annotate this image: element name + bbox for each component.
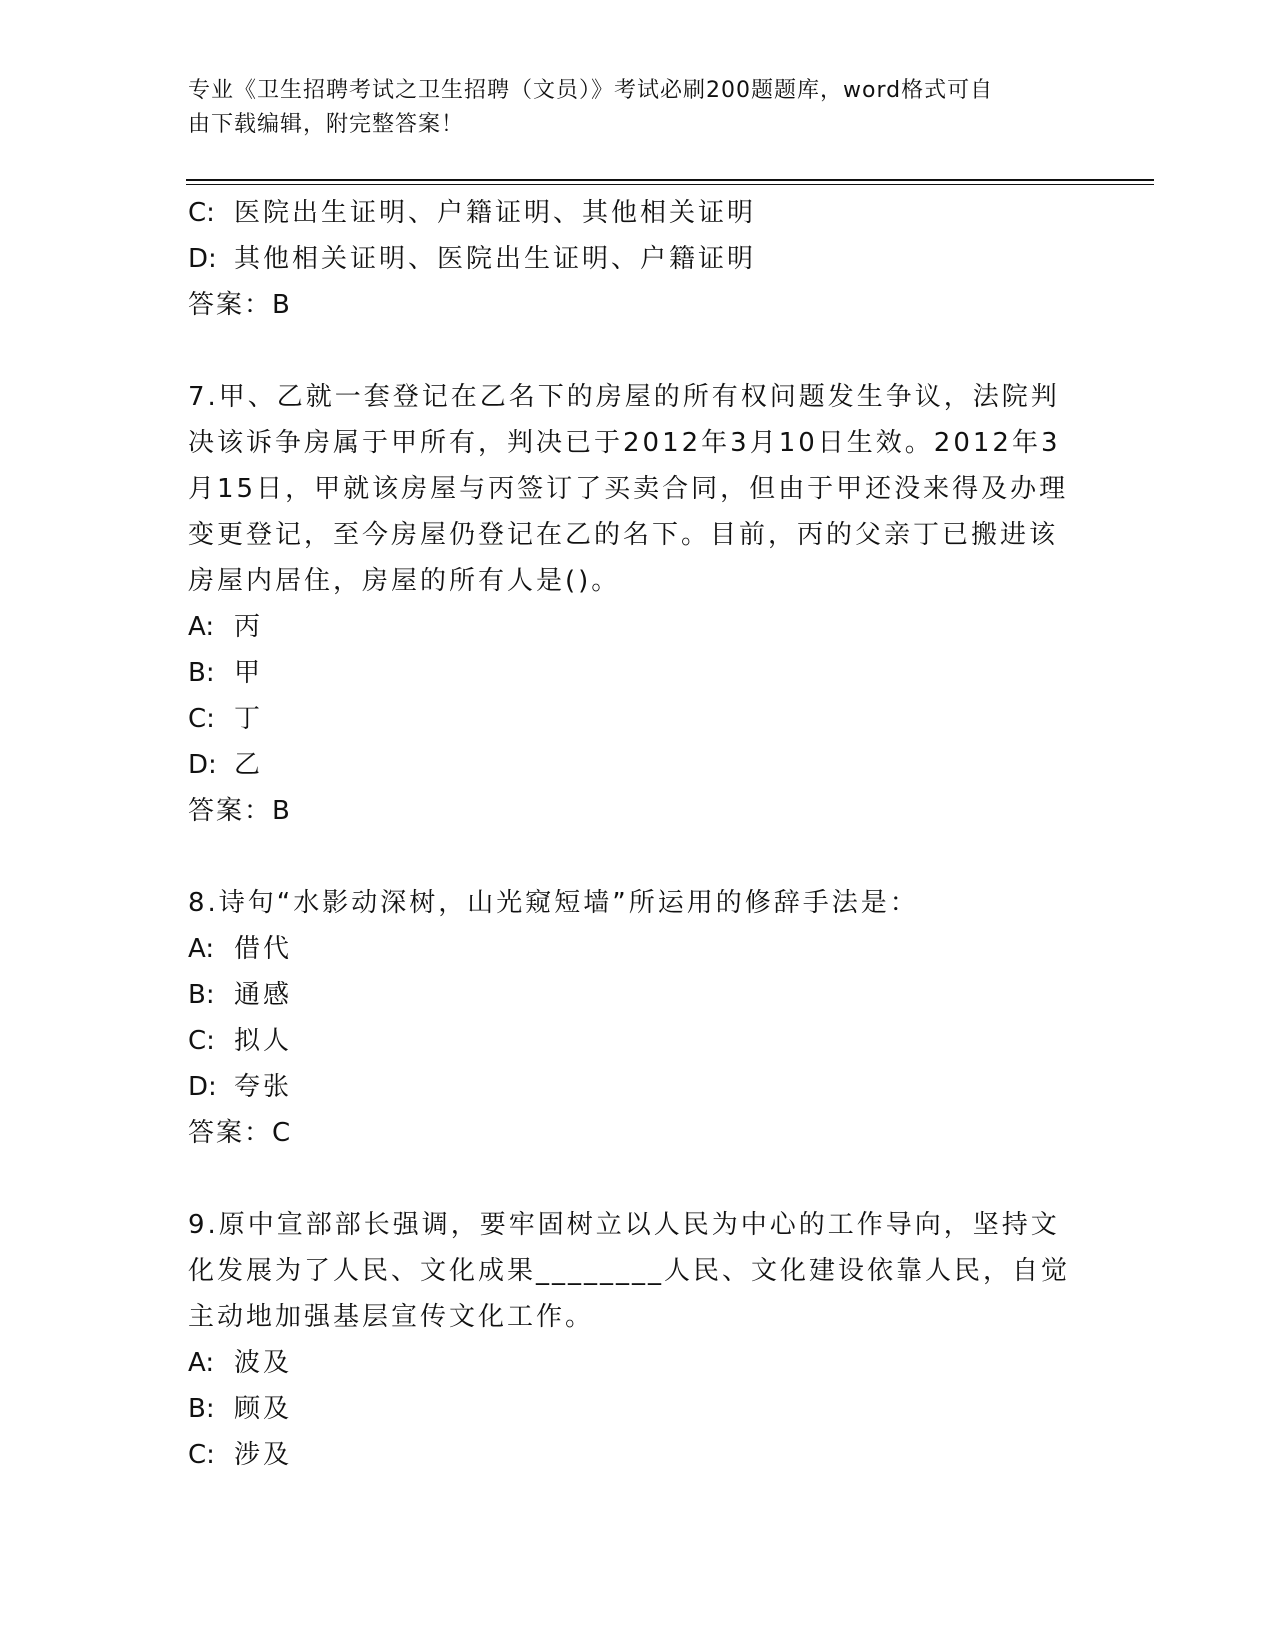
option-b — [188, 972, 1088, 1018]
option-letter: D: — [188, 244, 217, 274]
option-letter: C: — [188, 1026, 215, 1056]
option-letter: A: — [188, 1348, 215, 1378]
option-letter: A: — [188, 934, 215, 964]
question-text-line: 月15日，甲就该房屋与丙签订了买卖合同，但由于甲还没来得及办理 — [188, 474, 1069, 504]
answer-line: 答案：B — [188, 290, 292, 320]
option-text: 夸张 — [234, 1072, 293, 1102]
question-7 — [188, 374, 1088, 834]
header-title-line-2: 由下载编辑，附完整答案！ — [188, 112, 465, 137]
option-text: 涉及 — [234, 1440, 293, 1470]
question-content — [188, 190, 1088, 1478]
header-title-line-1: 专业《卫生招聘考试之卫生招聘（文员）》考试必刷200题题库，word格式可自 — [188, 78, 994, 103]
option-text: 丙 — [234, 612, 264, 642]
question-text-line: 主动地加强基层宣传文化工作。 — [188, 1302, 595, 1332]
option-text: 通感 — [234, 980, 293, 1010]
answer-line: 答案：B — [188, 796, 292, 826]
spacer — [188, 1156, 1088, 1202]
option-a — [188, 604, 1088, 650]
partial-question — [188, 190, 1088, 328]
option-letter: B: — [188, 1394, 215, 1424]
option-text: 甲 — [234, 658, 264, 688]
answer-line: 答案：C — [188, 1118, 293, 1148]
option-letter: C: — [188, 1440, 215, 1470]
option-c — [188, 1018, 1088, 1064]
option-text: 医院出生证明、户籍证明、其他相关证明 — [234, 198, 757, 228]
option-c — [188, 696, 1088, 742]
option-letter: C: — [188, 704, 215, 734]
question-9 — [188, 1202, 1088, 1478]
option-d — [188, 742, 1088, 788]
spacer — [188, 834, 1088, 880]
option-letter: B: — [188, 980, 215, 1010]
option-text: 其他相关证明、医院出生证明、户籍证明 — [234, 244, 757, 274]
option-text: 丁 — [234, 704, 264, 734]
question-text-line: 8.诗句“水影动深树，山光窥短墙”所运用的修辞手法是： — [188, 888, 919, 918]
document-header — [188, 74, 1068, 142]
option-text: 拟人 — [234, 1026, 293, 1056]
option-b — [188, 1386, 1088, 1432]
question-text-line: 9.原中宣部部长强调，要牢固树立以人民为中心的工作导向，坚持文 — [188, 1210, 1060, 1240]
option-d — [188, 236, 1088, 282]
option-text: 波及 — [234, 1348, 293, 1378]
option-c — [188, 190, 1088, 236]
option-a — [188, 1340, 1088, 1386]
option-c — [188, 1432, 1088, 1478]
option-a — [188, 926, 1088, 972]
option-letter: C: — [188, 198, 215, 228]
question-8 — [188, 880, 1088, 1156]
spacer — [188, 328, 1088, 374]
option-letter: D: — [188, 750, 217, 780]
option-text: 借代 — [234, 934, 293, 964]
header-divider-thin — [186, 184, 1154, 185]
option-letter: D: — [188, 1072, 217, 1102]
question-text-line: 房屋内居住，房屋的所有人是()。 — [188, 566, 621, 596]
question-text-line: 变更登记，至今房屋仍登记在乙的名下。目前，丙的父亲丁已搬进该 — [188, 520, 1059, 550]
option-d — [188, 1064, 1088, 1110]
option-text: 顾及 — [234, 1394, 293, 1424]
option-b — [188, 650, 1088, 696]
question-text-line: 化发展为了人民、文化成果________人民、文化建设依靠人民，自觉 — [188, 1256, 1071, 1286]
question-text-line: 决该诉争房属于甲所有，判决已于2012年3月10日生效。2012年3 — [188, 428, 1061, 458]
header-divider-thick — [186, 179, 1154, 181]
option-text: 乙 — [234, 750, 264, 780]
option-letter: A: — [188, 612, 215, 642]
option-letter: B: — [188, 658, 215, 688]
question-text-line: 7.甲、乙就一套登记在乙名下的房屋的所有权问题发生争议，法院判 — [188, 382, 1060, 412]
